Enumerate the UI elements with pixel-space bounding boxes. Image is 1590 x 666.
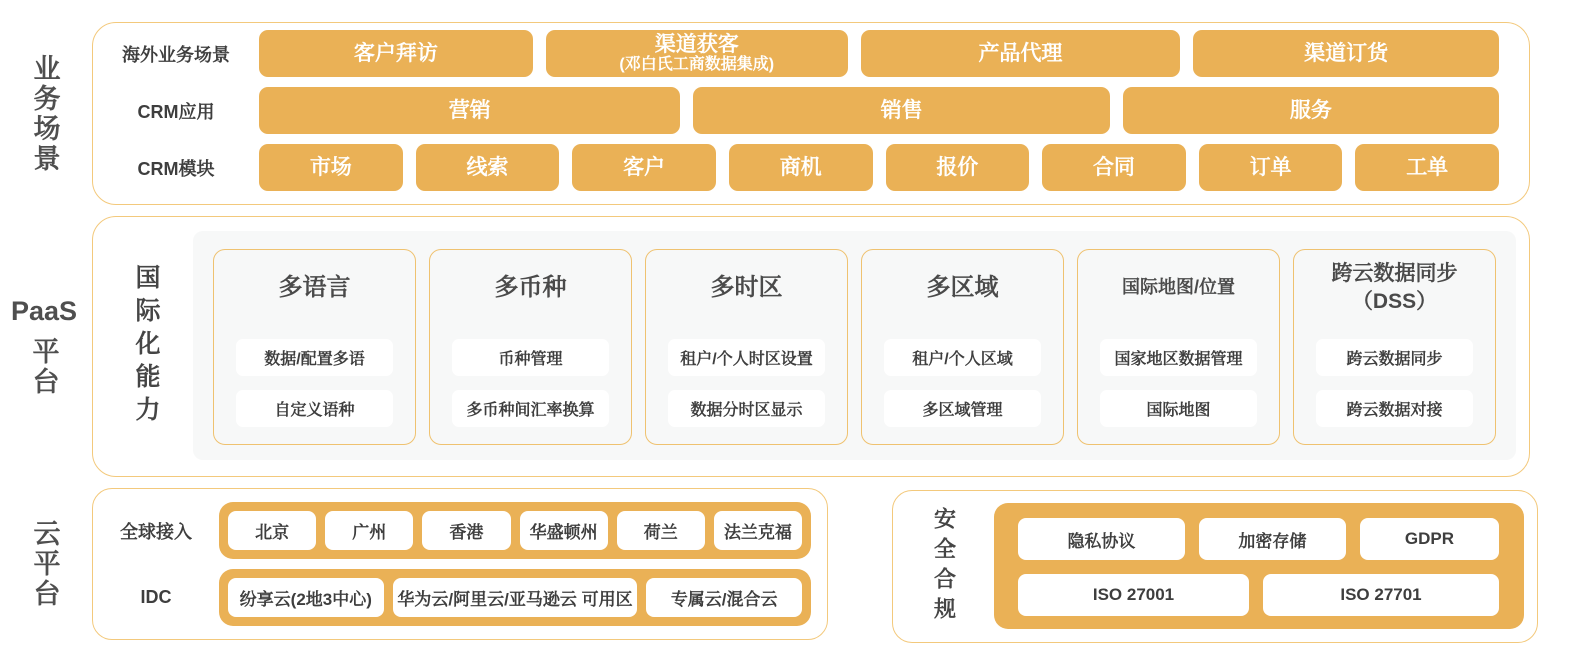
idc-strip [219, 569, 811, 626]
business-scenarios-panel [92, 22, 1530, 205]
scenario-button-sublabel: (邓白氏工商数据集成) [619, 56, 775, 74]
scenario-button [546, 30, 848, 77]
crm-module-button-label: 工单 [1406, 155, 1449, 179]
scenario-button-label: 渠道获客 [654, 32, 739, 56]
overseas-scenario-buttons [259, 30, 1499, 77]
card-title: 多币种 [494, 273, 567, 301]
region-chip: 广州 [325, 511, 413, 550]
crm-module-button [572, 144, 716, 191]
intl-capability-label-text: 国际化能力 [132, 264, 160, 429]
card-item: 跨云数据同步 [1316, 339, 1473, 376]
crm-app-buttons [259, 87, 1499, 134]
crm-module-button [1042, 144, 1186, 191]
scenario-button [1193, 30, 1499, 77]
crm-module-button [886, 144, 1030, 191]
row-crm-apps [93, 87, 1499, 134]
crm-app-button-label: 服务 [1289, 98, 1332, 122]
card-title: 多语言 [278, 273, 351, 301]
security-chip: 隐私协议 [1018, 518, 1185, 560]
crm-module-button-label: 市场 [309, 155, 352, 179]
row-label: CRM模块 [137, 158, 215, 179]
row-label: 海外业务场景 [122, 44, 230, 65]
row-label: CRM应用 [137, 101, 215, 122]
card-item: 国际地图 [1100, 390, 1257, 427]
scenario-button-label: 渠道订货 [1304, 41, 1389, 65]
intl-card-multicurrency [429, 249, 632, 445]
intl-card-cross-cloud-sync [1293, 249, 1496, 445]
side-label-cloud-text: 云平台 [29, 519, 60, 609]
scenario-button [861, 30, 1181, 77]
crm-app-button-label: 营销 [448, 98, 491, 122]
card-item: 多区域管理 [884, 390, 1041, 427]
scenario-button-label: 客户拜访 [353, 41, 438, 65]
intl-capability-label [121, 217, 171, 476]
side-label-paas-en: PaaS [10, 296, 78, 326]
idc-chip: 纷享云(2地3中心) [228, 578, 384, 617]
security-compliance-label [921, 491, 967, 642]
crm-module-button [416, 144, 560, 191]
card-item: 跨云数据对接 [1316, 390, 1473, 427]
paas-platform-panel [92, 216, 1530, 477]
security-compliance-panel [892, 490, 1538, 643]
intl-card-maps [1077, 249, 1280, 445]
row-idc [93, 569, 811, 626]
row-label: IDC [140, 587, 172, 607]
crm-app-button-label: 销售 [880, 98, 923, 122]
intl-card-multilanguage [213, 249, 416, 445]
security-chip: GDPR [1360, 518, 1499, 560]
region-chip: 法兰克福 [714, 511, 802, 550]
idc-chip: 专属云/混合云 [646, 578, 802, 617]
security-chip: ISO 27001 [1018, 574, 1249, 616]
crm-module-button [259, 144, 403, 191]
crm-app-button [693, 87, 1109, 134]
security-row [1018, 574, 1499, 616]
card-title: 国际地图/位置 [1121, 276, 1235, 297]
security-row [1018, 518, 1499, 560]
scenario-button [259, 30, 533, 77]
crm-module-button [729, 144, 873, 191]
card-item: 数据/配置多语 [236, 339, 393, 376]
crm-module-buttons [259, 144, 1499, 191]
side-label-cloud [14, 488, 76, 640]
side-label-business-text: 业务场景 [29, 53, 60, 174]
security-chip: 加密存储 [1199, 518, 1346, 560]
security-compliance-label-text: 安全合规 [931, 506, 957, 627]
row-global-access [93, 502, 811, 559]
region-chip: 北京 [228, 511, 316, 550]
card-item: 数据分时区显示 [668, 390, 825, 427]
card-title: 多时区 [710, 273, 783, 301]
intl-card-multitimezone [645, 249, 848, 445]
region-chip: 荷兰 [617, 511, 705, 550]
region-chip: 华盛顿州 [520, 511, 608, 550]
crm-module-button [1199, 144, 1343, 191]
card-title: 跨云数据同步 [1331, 262, 1458, 286]
idc-chip: 华为云/阿里云/亚马逊云 可用区 [393, 578, 638, 617]
scenario-button-label: 产品代理 [978, 41, 1063, 65]
card-item: 自定义语种 [236, 390, 393, 427]
crm-module-button-label: 线索 [466, 155, 509, 179]
crm-module-button-label: 合同 [1092, 155, 1135, 179]
row-overseas-scenarios [93, 30, 1499, 77]
row-crm-modules [93, 144, 1499, 191]
intl-capability-panel [193, 231, 1516, 460]
card-item: 国家地区数据管理 [1100, 339, 1257, 376]
side-label-paas-cn: 平台 [28, 337, 59, 397]
card-item: 币种管理 [452, 339, 609, 376]
card-item: 租户/个人时区设置 [668, 339, 825, 376]
crm-module-button-label: 客户 [623, 155, 666, 179]
security-compliance-strip [994, 503, 1524, 629]
crm-module-button-label: 商机 [779, 155, 822, 179]
crm-app-button [259, 87, 680, 134]
crm-module-button-label: 订单 [1249, 155, 1292, 179]
security-chip: ISO 27701 [1263, 574, 1499, 616]
side-label-business [14, 22, 76, 205]
card-title: 多区域 [926, 273, 999, 301]
global-access-strip [219, 502, 811, 559]
card-item: 多币种间汇率换算 [452, 390, 609, 427]
crm-module-button [1355, 144, 1499, 191]
card-title-line2: （DSS） [1351, 289, 1438, 313]
region-chip: 香港 [422, 511, 510, 550]
side-label-paas [4, 216, 84, 477]
card-item: 租户/个人区域 [884, 339, 1041, 376]
row-label: 全球接入 [120, 521, 192, 542]
crm-module-button-label: 报价 [936, 155, 979, 179]
cloud-platform-panel [92, 488, 828, 640]
intl-card-multiregion [861, 249, 1064, 445]
crm-app-button [1123, 87, 1499, 134]
